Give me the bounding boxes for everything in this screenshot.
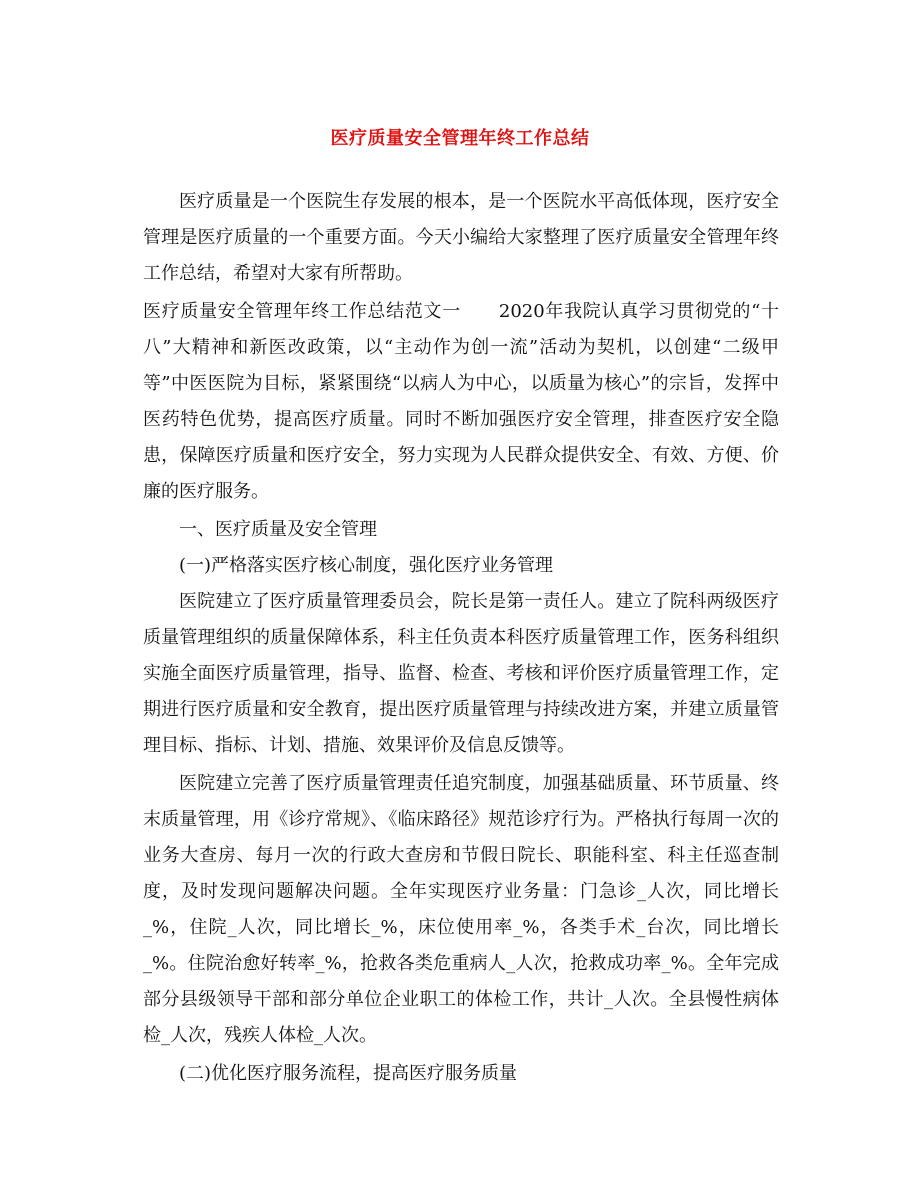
- document-body: [143, 184, 779, 1092]
- body-paragraph: 医院建立了医疗质量管理委员会，院长是第一责任人。建立了院科两级医疗质量管理组织的质量保障体系，科主任负责本科医疗质量管理工作，医务科组织实施全面医疗质量管理，指导、监督、检查、考核和评价医疗质量管理工作，定期进行医疗质量和安全教育，提出医疗质量管理与持续改进方案，并建立质量管理目标、指标、计划、措施、效果评价及信息反馈等。: [143, 591, 779, 756]
- body-paragraph: 医院建立完善了医疗质量管理责任追究制度，加强基础质量、环节质量、终末质量管理，用《诊疗常规》、《临床路径》规范诊疗行为。严格执行每周一次的业务大查房、每月一次的行政大查房和节假日院长、职能科室、科主任巡查制度，及时发现问题解决问题。全年实现医疗业务量：门急诊_人次，同比增长_%，住院_人次，同比增长_%，床位使用率_%，各类手术_台次，同比增长_%。住院治愈好转率_%，抢救各类危重病人_人次，抢救成功率_%。全年完成部分县级领导干部和部分单位企业职工的体检工作，共计_人次。全县慢性病体检_人次，残疾人体检_人次。: [143, 773, 779, 1046]
- subsection-heading: (二)优化医疗服务流程，提高医疗服务质量: [179, 1063, 518, 1084]
- sample-label: 医疗质量安全管理年终工作总结范文一: [143, 301, 461, 322]
- subsection-heading: (一)严格落实医疗核心制度，强化医疗业务管理: [179, 555, 554, 576]
- sample-paragraph: [143, 294, 779, 510]
- sample-text: 2020年我院认真学习贯彻党的“十八”大精神和新医改政策，以“主动作为创一流”活动为契机，以创建“二级甲等”中医医院为目标，紧紧围绕“以病人为中心，以质量为核心”的宗旨，发挥中医药特色优势，提高医疗质量。同时不断加强医疗安全管理，排查医疗安全隐患，保障医疗质量和医疗安全，努力实现为人民群众提供安全、有效、方便、价廉的医疗服务。: [143, 301, 779, 502]
- intro-paragraph: 医疗质量是一个医院生存发展的根本，是一个医院水平高低体现，医疗安全管理是医疗质量的一个重要方面。今天小编给大家整理了医疗质量安全管理年终工作总结，希望对大家有所帮助。: [143, 191, 779, 284]
- section-heading: 一、医疗质量及安全管理: [179, 519, 377, 540]
- document-title: 医疗质量安全管理年终工作总结: [330, 128, 590, 149]
